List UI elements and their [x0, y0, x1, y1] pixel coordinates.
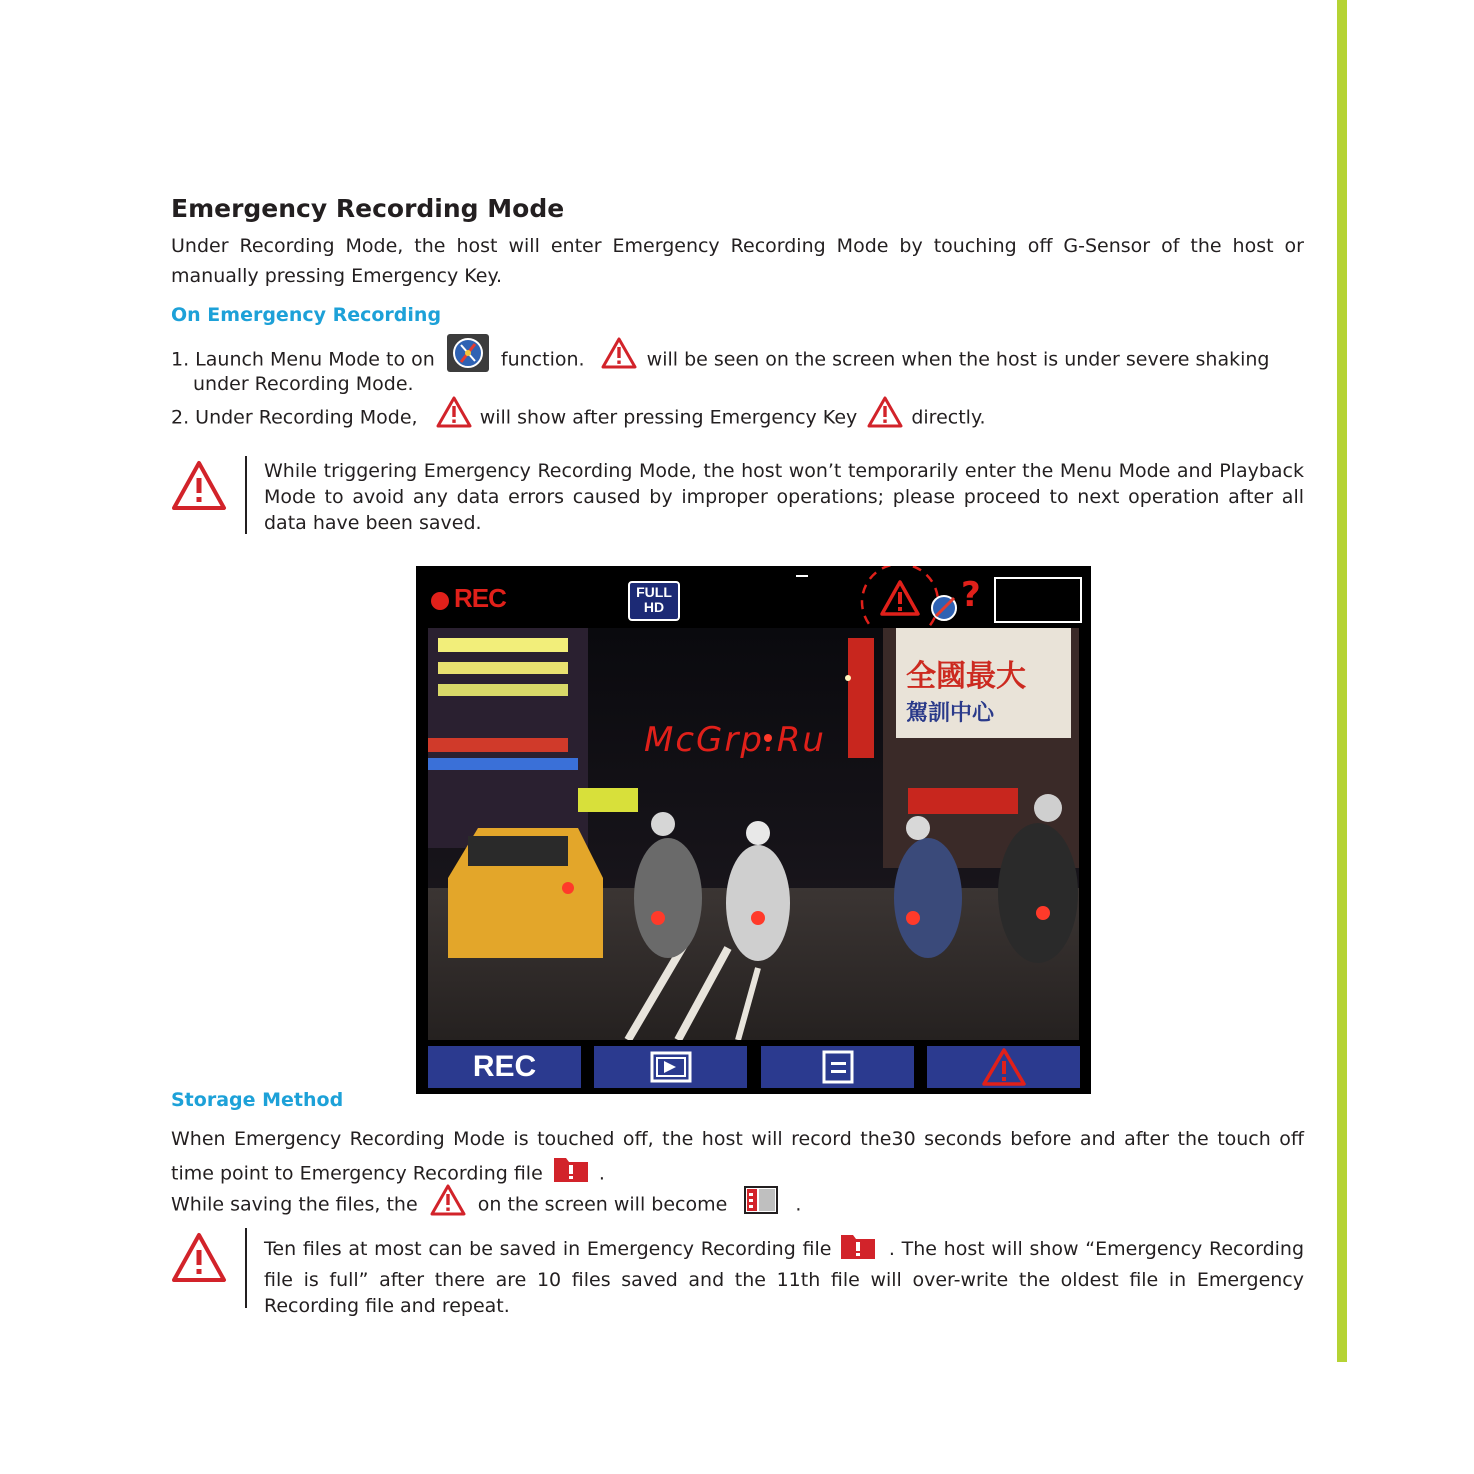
- on-emergency-heading: On Emergency Recording: [171, 304, 442, 326]
- menu-icon: [820, 1050, 856, 1084]
- step1-continued: under Recording Mode.: [193, 373, 414, 395]
- storage-paragraph-2: [171, 1184, 1304, 1226]
- status-bar-graphics: [416, 566, 1091, 628]
- step1-text-b: function.: [500, 348, 585, 371]
- warning-icon: [436, 396, 472, 440]
- caution-note-1: [171, 456, 1304, 534]
- emergency-key-icon: [982, 1048, 1026, 1086]
- note2-text-b: . The host will show “Emergency Recording file is full” after there are 10 files saved and the 11th file will over-write the oldest file in Emergency Recording file and repeat.: [264, 1238, 1305, 1317]
- emergency-folder-icon: [840, 1232, 876, 1267]
- full-label: FULL: [636, 584, 672, 600]
- step1-text-a: 1. Launch Menu Mode to on: [171, 348, 435, 371]
- record-dot-icon: [431, 592, 449, 610]
- emergency-button[interactable]: [927, 1046, 1080, 1088]
- storage-heading: Storage Method: [171, 1089, 344, 1111]
- rec-indicator: REC: [454, 583, 506, 613]
- storage-p2-end: .: [795, 1193, 802, 1216]
- note-divider: [245, 1228, 247, 1308]
- step1-text-c: will be seen on the screen when the host is under severe shaking: [646, 348, 1270, 371]
- night-street-scene: [428, 628, 1079, 1040]
- note-1-text: While triggering Emergency Recording Mode, the host won’t temporarily enter the Menu Mode and Playback Mode to avoid any data errors caused by improper operations; please proceed to next operation after all data have been saved.: [264, 460, 1304, 534]
- storage-p1-end: .: [598, 1162, 605, 1185]
- emergency-key-icon: [867, 396, 903, 440]
- step2-text-c: directly.: [911, 406, 986, 429]
- page-title: Emergency Recording Mode: [171, 194, 565, 223]
- playback-icon: [650, 1051, 692, 1083]
- step2-text-a: 2. Under Recording Mode,: [171, 406, 418, 429]
- storage-p2-text-b: on the screen will become: [477, 1193, 728, 1216]
- watermark: McGrp.Ru: [644, 720, 826, 760]
- page-edge-bar: [1337, 0, 1347, 1362]
- hd-label: HD: [643, 599, 665, 615]
- menu-button[interactable]: [761, 1046, 914, 1088]
- question-mark-icon: ?: [961, 575, 981, 615]
- rec-button[interactable]: [428, 1046, 581, 1088]
- dashcam-screenshot: [416, 566, 1091, 1094]
- rec-button-label: REC: [472, 1050, 537, 1083]
- time-box: [995, 578, 1081, 622]
- note-2-text: [264, 1232, 1304, 1319]
- caution-icon: [171, 1232, 227, 1284]
- playback-button[interactable]: [594, 1046, 747, 1088]
- storage-paragraph-1: [171, 1124, 1304, 1193]
- note-divider: [245, 456, 247, 534]
- svg-text:全國最大: 全國最大: [906, 659, 1026, 694]
- caution-note-2: [171, 1228, 1305, 1317]
- storage-p2-text-a: While saving the files, the: [171, 1193, 418, 1216]
- storage-p1-text: When Emergency Recording Mode is touched off, the host will record the30 seconds before and after the touch off time point to Emergency Recording file: [171, 1128, 1304, 1185]
- note2-text-a: Ten files at most can be saved in Emergency Recording file: [264, 1238, 832, 1260]
- svg-text:駕訓中心: 駕訓中心: [906, 701, 995, 726]
- warning-icon: [430, 1184, 466, 1226]
- intro-paragraph: Under Recording Mode, the host will enter Emergency Recording Mode by touching off G-Sensor of the host or manually pressing Emergency Key.: [171, 235, 1304, 287]
- caution-icon: [171, 460, 227, 512]
- saving-file-icon: [743, 1185, 779, 1225]
- step-2: [171, 396, 1304, 440]
- step2-text-b: will show after pressing Emergency Key: [479, 406, 858, 429]
